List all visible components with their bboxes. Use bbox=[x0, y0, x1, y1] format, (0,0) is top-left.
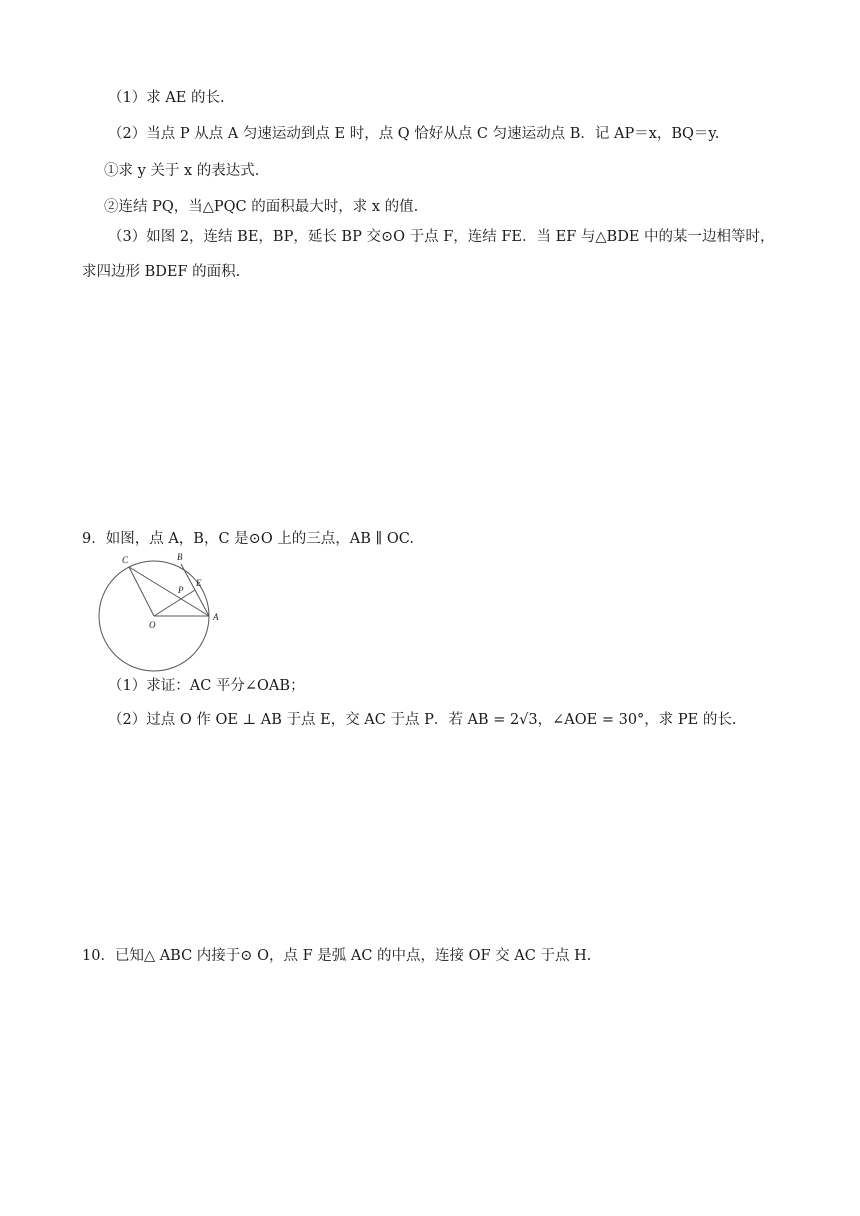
label-p: P bbox=[178, 585, 184, 595]
q9-part2: （2）过点 O 作 OE ⊥ AB 于点 E，交 AC 于点 P．若 AB = 2√3，∠AOE = 30°，求 PE 的长. bbox=[108, 712, 737, 728]
label-c: C bbox=[122, 555, 129, 565]
label-o: O bbox=[149, 620, 156, 630]
label-a: A bbox=[213, 612, 219, 622]
q8-sub2: ②连结 PQ，当△PQC 的面积最大时，求 x 的值. bbox=[104, 199, 419, 215]
q8-part3-line1: （3）如图 2，连结 BE，BP，延长 BP 交⊙O 于点 F，连结 FE．当 EF 与△BDE 中的某一边相等时， bbox=[108, 229, 775, 245]
label-b: B bbox=[177, 552, 183, 562]
q8-part3-line2: 求四边形 BDEF 的面积. bbox=[82, 264, 241, 280]
q8-part1: （1）求 AE 的长. bbox=[108, 90, 225, 106]
q8-part2: （2）当点 P 从点 A 匀速运动到点 E 时，点 Q 恰好从点 C 匀速运动点 B．记 AP＝x，BQ＝y. bbox=[108, 126, 720, 142]
label-e: E bbox=[196, 578, 202, 588]
q9-stem: 9．如图，点 A，B，C 是⊙O 上的三点，AB ∥ OC. bbox=[82, 531, 414, 547]
q9-circle-figure bbox=[95, 550, 225, 674]
q8-sub1: ①求 y 关于 x 的表达式. bbox=[104, 163, 260, 179]
segment-oe bbox=[154, 590, 195, 616]
q10-stem: 10．已知△ ABC 内接于⊙ O，点 F 是弧 AC 的中点，连接 OF 交 AC 于点 H. bbox=[82, 948, 592, 964]
q9-part1: （1）求证：AC 平分∠OAB； bbox=[108, 678, 305, 694]
